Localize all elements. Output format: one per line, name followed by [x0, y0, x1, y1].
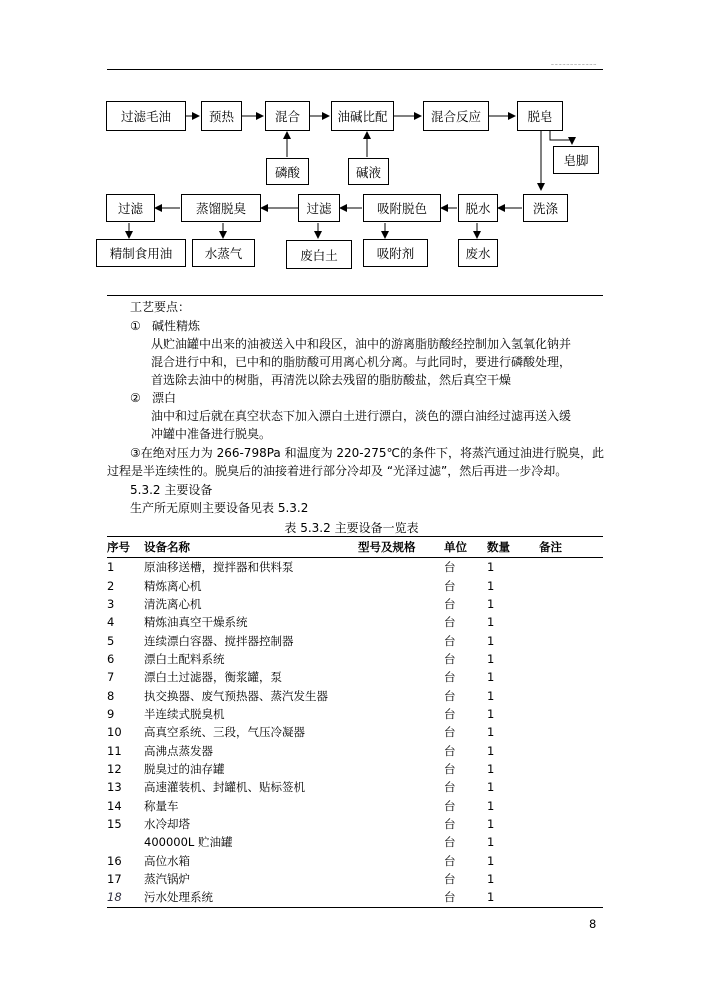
cell-remark — [539, 595, 603, 613]
section-intro: 生产所无原则主要设备见表 5.3.2 — [130, 501, 309, 515]
header-mark: ~~~~~~~~~~~~ — [550, 62, 597, 67]
step-filter-crude-oil: 过滤毛油 — [106, 101, 186, 131]
col-header-no: 序号 — [107, 540, 130, 554]
cell-qty: 1 — [487, 798, 495, 813]
cell-unit: 台 — [444, 743, 456, 758]
table-row — [107, 650, 603, 668]
cell-spec — [358, 613, 444, 631]
cell-name: 高位水箱 — [144, 853, 190, 868]
note-2-line: 油中和过后就在真空状态下加入漂白土进行漂白，淡色的漂白油经过滤再送入缓 — [151, 409, 572, 423]
table-row — [107, 852, 603, 870]
cell-remark — [539, 613, 603, 631]
table-row — [107, 595, 603, 613]
col-header-qty: 数量 — [487, 540, 510, 554]
cell-remark — [539, 686, 603, 704]
cell-remark — [539, 576, 603, 594]
table-row — [107, 631, 603, 649]
cell-qty: 1 — [487, 688, 495, 703]
cell-qty: 1 — [487, 725, 495, 740]
cell-spec — [358, 631, 444, 649]
cell-remark — [539, 558, 603, 577]
section-rule — [107, 295, 603, 296]
cell-no: 8 — [107, 688, 115, 703]
cell-remark — [539, 815, 603, 833]
cell-spec — [358, 796, 444, 814]
cell-unit: 台 — [444, 798, 456, 813]
cell-name: 漂白土过滤器，衡浆罐，泵 — [144, 670, 282, 685]
cell-remark — [539, 888, 603, 907]
cell-remark — [539, 852, 603, 870]
cell-remark — [539, 796, 603, 814]
input-phosphoric-acid: 磷酸 — [266, 158, 309, 185]
cell-spec — [358, 852, 444, 870]
step-adsorption-bleaching: 吸附脱色 — [363, 194, 441, 222]
cell-name: 水冷却塔 — [144, 816, 190, 831]
cell-unit: 台 — [444, 816, 456, 831]
cell-name: 原油移送槽，搅拌器和供料泵 — [144, 560, 294, 575]
input-lye: 碱液 — [348, 158, 389, 185]
step-oil-alkali-ratio: 油碱比配 — [331, 101, 394, 131]
cell-name: 400000L 贮油罐 — [144, 835, 233, 850]
cell-remark — [539, 631, 603, 649]
cell-no — [107, 833, 144, 851]
equipment-table — [107, 536, 603, 908]
cell-qty: 1 — [487, 872, 495, 887]
step-filtration-final: 过滤 — [106, 194, 155, 222]
cell-no: 12 — [107, 761, 122, 776]
note-1-marker: ① — [130, 319, 141, 333]
cell-spec — [358, 705, 444, 723]
table-row — [107, 686, 603, 704]
col-header-name: 设备名称 — [144, 540, 190, 554]
note-3-line1: ③在绝对压力为 266-798Pa 和温度为 220-275℃的条件下，将蒸汽通过油进行脱臭，此 — [130, 446, 605, 460]
cell-unit: 台 — [444, 651, 456, 666]
cell-qty: 1 — [487, 816, 495, 831]
cell-no: 4 — [107, 615, 115, 630]
cell-remark — [539, 870, 603, 888]
cell-qty: 1 — [487, 853, 495, 868]
cell-qty: 1 — [487, 706, 495, 721]
cell-unit: 台 — [444, 853, 456, 868]
cell-unit: 台 — [444, 578, 456, 593]
cell-spec — [358, 595, 444, 613]
step-filtration: 过滤 — [298, 194, 340, 222]
step-dehydration: 脱水 — [458, 194, 498, 222]
cell-name: 精炼离心机 — [144, 578, 202, 593]
cell-name: 脱臭过的油存罐 — [144, 761, 225, 776]
cell-name: 称量车 — [144, 798, 179, 813]
cell-unit: 台 — [444, 670, 456, 685]
output-steam: 水蒸气 — [192, 239, 255, 267]
cell-remark — [539, 778, 603, 796]
output-waste-water: 废水 — [458, 239, 498, 267]
cell-remark — [539, 668, 603, 686]
table-row — [107, 796, 603, 814]
cell-name: 高真空系统、三段，气压冷凝器 — [144, 725, 305, 740]
cell-unit: 台 — [444, 633, 456, 648]
output-adsorbent: 吸附剂 — [363, 239, 428, 267]
cell-qty: 1 — [487, 578, 495, 593]
cell-name: 执交换器、废气预热器、蒸汽发生器 — [144, 688, 328, 703]
table-row — [107, 888, 603, 907]
table-caption: 表 5.3.2 主要设备一览表 — [284, 521, 419, 535]
step-mixing: 混合 — [265, 101, 310, 131]
cell-no: 5 — [107, 633, 115, 648]
cell-name: 清洗离心机 — [144, 596, 202, 611]
step-soap-removal: 脱皂 — [517, 101, 563, 131]
cell-spec — [358, 558, 444, 577]
note-1-line: 从贮油罐中出来的油被送入中和段区，油中的游离脂肪酸经控制加入氢氧化钠并 — [151, 337, 572, 351]
cell-no: 14 — [107, 798, 122, 813]
cell-no: 15 — [107, 816, 122, 831]
note-2-line: 冲罐中准备进行脱臭。 — [151, 427, 272, 441]
cell-no: 16 — [107, 853, 122, 868]
cell-no: 7 — [107, 670, 115, 685]
cell-unit: 台 — [444, 890, 456, 905]
cell-unit: 台 — [444, 780, 456, 795]
cell-name: 连续漂白容器、搅拌器控制器 — [144, 633, 294, 648]
note-1-title: 碱性精炼 — [152, 319, 201, 333]
cell-no: 18 — [107, 890, 122, 905]
step-mixing-reaction: 混合反应 — [423, 101, 489, 131]
table-header-row — [107, 537, 603, 558]
cell-name: 半连续式脱臭机 — [144, 706, 225, 721]
note-3-line2: 过程是半连续性的。脱臭后的油接着进行部分冷却及 “光泽过滤”，然后再进一步冷却。 — [107, 464, 568, 478]
cell-qty: 1 — [487, 560, 495, 575]
table-row — [107, 833, 603, 851]
col-header-spec: 型号及规格 — [358, 540, 416, 554]
cell-spec — [358, 686, 444, 704]
cell-remark — [539, 705, 603, 723]
cell-name: 精炼油真空干燥系统 — [144, 615, 248, 630]
cell-spec — [358, 668, 444, 686]
col-header-unit: 单位 — [444, 540, 467, 554]
cell-unit: 台 — [444, 761, 456, 776]
cell-spec — [358, 723, 444, 741]
table-row — [107, 558, 603, 577]
step-deodorization: 蒸馏脱臭 — [181, 194, 261, 222]
table-row — [107, 613, 603, 631]
cell-no: 17 — [107, 872, 122, 887]
cell-name: 高速灌装机、封罐机、贴标签机 — [144, 780, 305, 795]
cell-unit: 台 — [444, 615, 456, 630]
cell-qty: 1 — [487, 596, 495, 611]
cell-spec — [358, 576, 444, 594]
cell-qty: 1 — [487, 651, 495, 666]
table-row — [107, 815, 603, 833]
cell-unit: 台 — [444, 725, 456, 740]
table-row — [107, 723, 603, 741]
cell-qty: 1 — [487, 743, 495, 758]
table-row — [107, 576, 603, 594]
page-number: 8 — [589, 917, 597, 931]
table-row — [107, 741, 603, 759]
cell-unit: 台 — [444, 688, 456, 703]
note-1-line: 混合进行中和，已中和的脂肪酸可用离心机分离。与此同时，要进行磷酸处理， — [151, 355, 572, 369]
note-2-title: 漂白 — [152, 391, 177, 405]
cell-qty: 1 — [487, 780, 495, 795]
table-row — [107, 760, 603, 778]
cell-no: 13 — [107, 780, 122, 795]
cell-spec — [358, 815, 444, 833]
cell-unit: 台 — [444, 596, 456, 611]
cell-spec — [358, 760, 444, 778]
cell-no: 11 — [107, 743, 122, 758]
cell-spec — [358, 778, 444, 796]
step-washing: 洗涤 — [523, 194, 568, 222]
cell-name: 蒸汽锅炉 — [144, 872, 190, 887]
cell-no: 9 — [107, 706, 115, 721]
cell-spec — [358, 650, 444, 668]
cell-spec — [358, 741, 444, 759]
cell-unit: 台 — [444, 872, 456, 887]
cell-no: 3 — [107, 596, 115, 611]
cell-no: 2 — [107, 578, 115, 593]
cell-remark — [539, 650, 603, 668]
cell-qty: 1 — [487, 761, 495, 776]
section-title: 5.3.2 主要设备 — [130, 483, 213, 497]
cell-unit: 台 — [444, 835, 456, 850]
cell-name: 漂白土配料系统 — [144, 651, 225, 666]
cell-qty: 1 — [487, 890, 495, 905]
cell-qty: 1 — [487, 835, 495, 850]
note-2-marker: ② — [130, 391, 141, 405]
cell-spec — [358, 833, 444, 851]
arrow — [550, 130, 572, 144]
cell-unit: 台 — [444, 706, 456, 721]
col-header-remark: 备注 — [539, 540, 562, 554]
cell-remark — [539, 741, 603, 759]
step-preheat: 预热 — [201, 101, 242, 131]
cell-no: 10 — [107, 725, 122, 740]
cell-remark — [539, 833, 603, 851]
cell-qty: 1 — [487, 633, 495, 648]
output-refined-oil: 精制食用油 — [96, 239, 186, 267]
table-row — [107, 870, 603, 888]
output-spent-clay: 废白土 — [286, 240, 352, 269]
notes-heading: 工艺要点： — [130, 300, 191, 314]
cell-spec — [358, 888, 444, 907]
cell-remark — [539, 723, 603, 741]
cell-name: 污水处理系统 — [144, 890, 213, 905]
cell-qty: 1 — [487, 615, 495, 630]
cell-no: 6 — [107, 651, 115, 666]
cell-remark — [539, 760, 603, 778]
cell-qty: 1 — [487, 670, 495, 685]
cell-name: 高沸点蒸发器 — [144, 743, 213, 758]
output-soapstock: 皂脚 — [553, 146, 599, 174]
table-row — [107, 778, 603, 796]
cell-no: 1 — [107, 560, 115, 575]
note-1-line: 首选除去油中的树脂，再清洗以除去残留的脂肪酸盐，然后真空干燥 — [151, 373, 512, 387]
cell-unit: 台 — [444, 560, 456, 575]
table-row — [107, 668, 603, 686]
cell-spec — [358, 870, 444, 888]
table-row — [107, 705, 603, 723]
